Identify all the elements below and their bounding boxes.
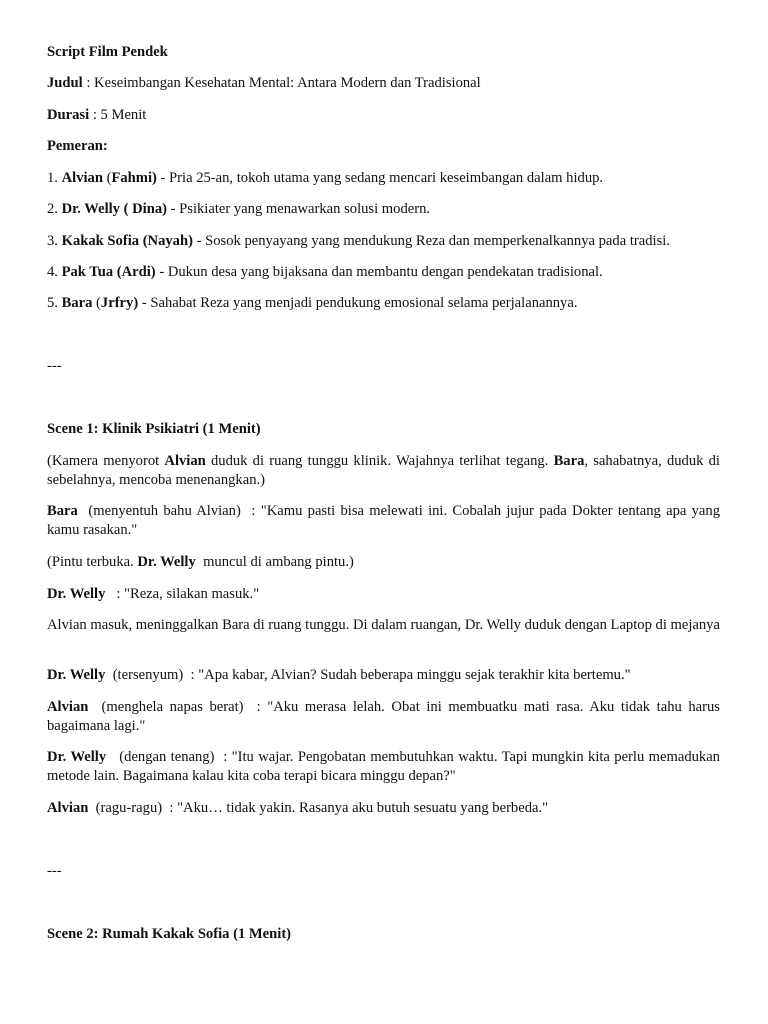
document-type-heading: Script Film Pendek — [47, 44, 168, 60]
cast-item-3: 3. Kakak Sofia (Nayah) - Sosok penyayang yang mendukung Reza dan memperkenalkannya pada tradisi. — [47, 233, 670, 249]
scene1-heading: Scene 1: Klinik Psikiatri (1 Menit) — [47, 421, 261, 437]
scene1-paragraph-7: Alvian (menghela napas berat) : "Aku merasa lelah. Obat ini membuatku mati rasa. Aku tidak tahu harus bagaimana lagi." — [47, 699, 724, 734]
cast-item-4: 4. Pak Tua (Ardi) - Dukun desa yang bijaksana dan membantu dengan pendekatan tradisional. — [47, 264, 603, 280]
scene2-heading: Scene 2: Rumah Kakak Sofia (1 Menit) — [47, 926, 292, 942]
separator: --- — [47, 358, 62, 374]
speaker-name: Dr. Welly — [47, 586, 106, 602]
scene1-paragraph-3: (Pintu terbuka. Dr. Welly muncul di ambang pintu.) — [47, 554, 354, 570]
scene1-paragraph-9: Alvian (ragu-ragu) : "Aku… tidak yakin. Rasanya aku butuh sesuatu yang berbeda." — [47, 800, 549, 816]
pemeran-heading: Pemeran: — [47, 138, 108, 154]
scene1-paragraph-5: Alvian masuk, meninggalkan Bara di ruang tunggu. Di dalam ruangan, Dr. Welly duduk dengan Laptop di mejanya — [47, 617, 720, 633]
cast-item-2: 2. Dr. Welly ( Dina) - Psikiater yang menawarkan solusi modern. — [47, 201, 431, 217]
scene1-paragraph-1: (Kamera menyorot Alvian duduk di ruang tunggu klinik. Wajahnya terlihat tegang. Bara, sahabatnya, duduk di sebelahnya, mencoba menenangkan.) — [47, 453, 720, 488]
separator: --- — [47, 863, 62, 879]
speaker-name: Bara — [47, 503, 78, 519]
durasi-value: : 5 Menit — [89, 107, 147, 123]
scene1-paragraph-2: Bara (menyentuh bahu Alvian) : "Kamu pasti bisa melewati ini. Cobalah jujur pada Dokter tentang apa yang kamu rasakan." — [47, 503, 724, 538]
speaker-name: Alvian — [47, 800, 89, 816]
durasi-label: Durasi — [47, 107, 90, 123]
judul-label: Judul — [47, 75, 83, 91]
speaker-name: Dr. Welly — [47, 667, 106, 683]
speaker-name: Dr. Welly — [47, 749, 107, 765]
scene1-paragraph-6: Dr. Welly (tersenyum) : "Apa kabar, Alvian? Sudah beberapa minggu sejak terakhir kita bertemu." — [47, 667, 631, 683]
judul-value: : Keseimbangan Kesehatan Mental: Antara Modern dan Tradisional — [82, 75, 481, 91]
cast-item-1: 1. Alvian (Fahmi) - Pria 25-an, tokoh utama yang sedang mencari keseimbangan dalam hidup. — [47, 170, 604, 186]
scene1-paragraph-4: Dr. Welly : "Reza, silakan masuk." — [47, 586, 260, 602]
durasi-line — [47, 106, 720, 125]
scene1-paragraph-8: Dr. Welly (dengan tenang) : "Itu wajar. Pengobatan membutuhkan waktu. Tapi mungkin kita perlu memadukan metode lain. Bagaimana kalau kita coba terapi bicara minggu depan?" — [47, 749, 724, 784]
judul-line — [47, 74, 720, 93]
speaker-name: Alvian — [47, 699, 89, 715]
cast-item-5: 5. Bara (Jrfry) - Sahabat Reza yang menjadi pendukung emosional selama perjalanannya. — [47, 295, 578, 311]
